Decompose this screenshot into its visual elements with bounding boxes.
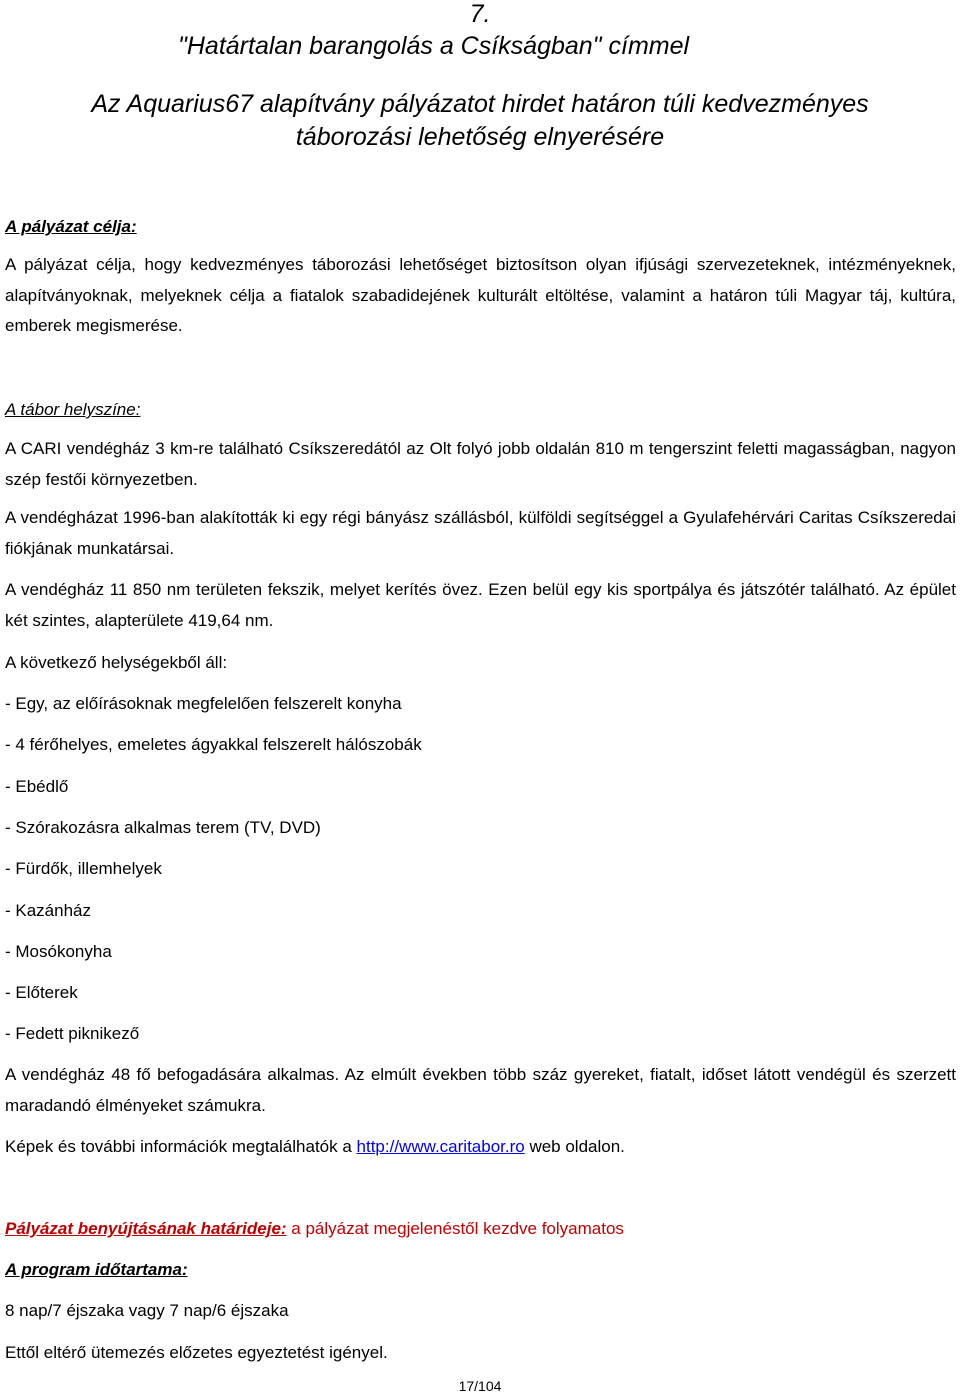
page-number: 17/104 bbox=[458, 1378, 502, 1394]
rooms-intro: A következő helységekből áll: bbox=[5, 653, 228, 672]
location-heading: A tábor helyszíne: bbox=[5, 400, 141, 419]
deadline-value: a pályázat megjelenéstől kezdve folyamatos bbox=[286, 1219, 624, 1238]
goal-text: A pályázat célja, hogy kedvezményes táborozási lehetőséget biztosítson olyan ifjúsági szervezeteknek, intézményeknek, alapítványoknak, melyeknek célja a fiatalok szabadidejének kulturált eltöltése, valamint a határon túli Magyar táj, kultúra, emberek megismerése. bbox=[5, 255, 956, 335]
document-title: "Határtalan barangolás a Csíkságban" címmel bbox=[178, 32, 690, 60]
room-item: - Mosókonyha bbox=[5, 942, 112, 961]
duration-value: 8 nap/7 éjszaka vagy 7 nap/6 éjszaka bbox=[5, 1301, 289, 1320]
location-paragraph-1: A CARI vendégház 3 km-re található Csíkszeredától az Olt folyó jobb oldalán 810 m tengerszint feletti magasságban, nagyon szép festői környezetben. bbox=[5, 439, 956, 489]
room-item: - Egy, az előírásoknak megfelelően felszerelt konyha bbox=[5, 694, 402, 713]
location-paragraph-3: A vendégház 11 850 nm területen fekszik, melyet kerítés övez. Ezen belül egy kis sportpálya és játszótér található. Az épület két szintes, alapterülete 419,64 nm. bbox=[5, 580, 956, 630]
deadline-line bbox=[5, 1218, 956, 1240]
room-item: - Fedett piknikező bbox=[5, 1024, 140, 1043]
info-line bbox=[5, 1136, 956, 1158]
capacity-text: A vendégház 48 fő befogadására alkalmas. Az elmúlt években több száz gyereket, fiatalt, időset látott vendégül és szerzett maradandó élményeket számukra. bbox=[5, 1065, 956, 1115]
subtitle-line-2: táborozási lehetőség elnyerésére bbox=[295, 123, 665, 151]
goal-heading: A pályázat célja: bbox=[5, 217, 137, 236]
room-item: - Fürdők, illemhelyek bbox=[5, 859, 162, 878]
room-item: - Ebédlő bbox=[5, 777, 69, 796]
document-subtitle bbox=[0, 88, 960, 154]
location-paragraph-2: A vendégházat 1996-ban alakították ki egy régi bányász szállásból, külföldi segítséggel a Gyulafehérvári Caritas Csíkszeredai fiókjának munkatársai. bbox=[5, 508, 956, 558]
room-item: - Szórakozásra alkalmas terem (TV, DVD) bbox=[5, 818, 321, 837]
section-number: 7. bbox=[469, 0, 491, 28]
room-item: - Kazánház bbox=[5, 901, 91, 920]
room-item: - Előterek bbox=[5, 983, 78, 1002]
website-link[interactable]: http://www.caritabor.ro bbox=[356, 1137, 525, 1156]
room-item: - 4 férőhelyes, emeletes ágyakkal felszerelt hálószobák bbox=[5, 735, 422, 754]
deadline-label: Pályázat benyújtásának határideje: bbox=[5, 1219, 287, 1238]
duration-heading: A program időtartama: bbox=[5, 1260, 188, 1279]
subtitle-line-1: Az Aquarius67 alapítvány pályázatot hirdet határon túli kedvezményes bbox=[91, 90, 869, 118]
info-prefix: Képek és további információk megtalálhatók a bbox=[5, 1137, 357, 1156]
duration-note: Ettől eltérő ütemezés előzetes egyeztetést igényel. bbox=[5, 1343, 388, 1362]
info-suffix: web oldalon. bbox=[524, 1137, 625, 1156]
